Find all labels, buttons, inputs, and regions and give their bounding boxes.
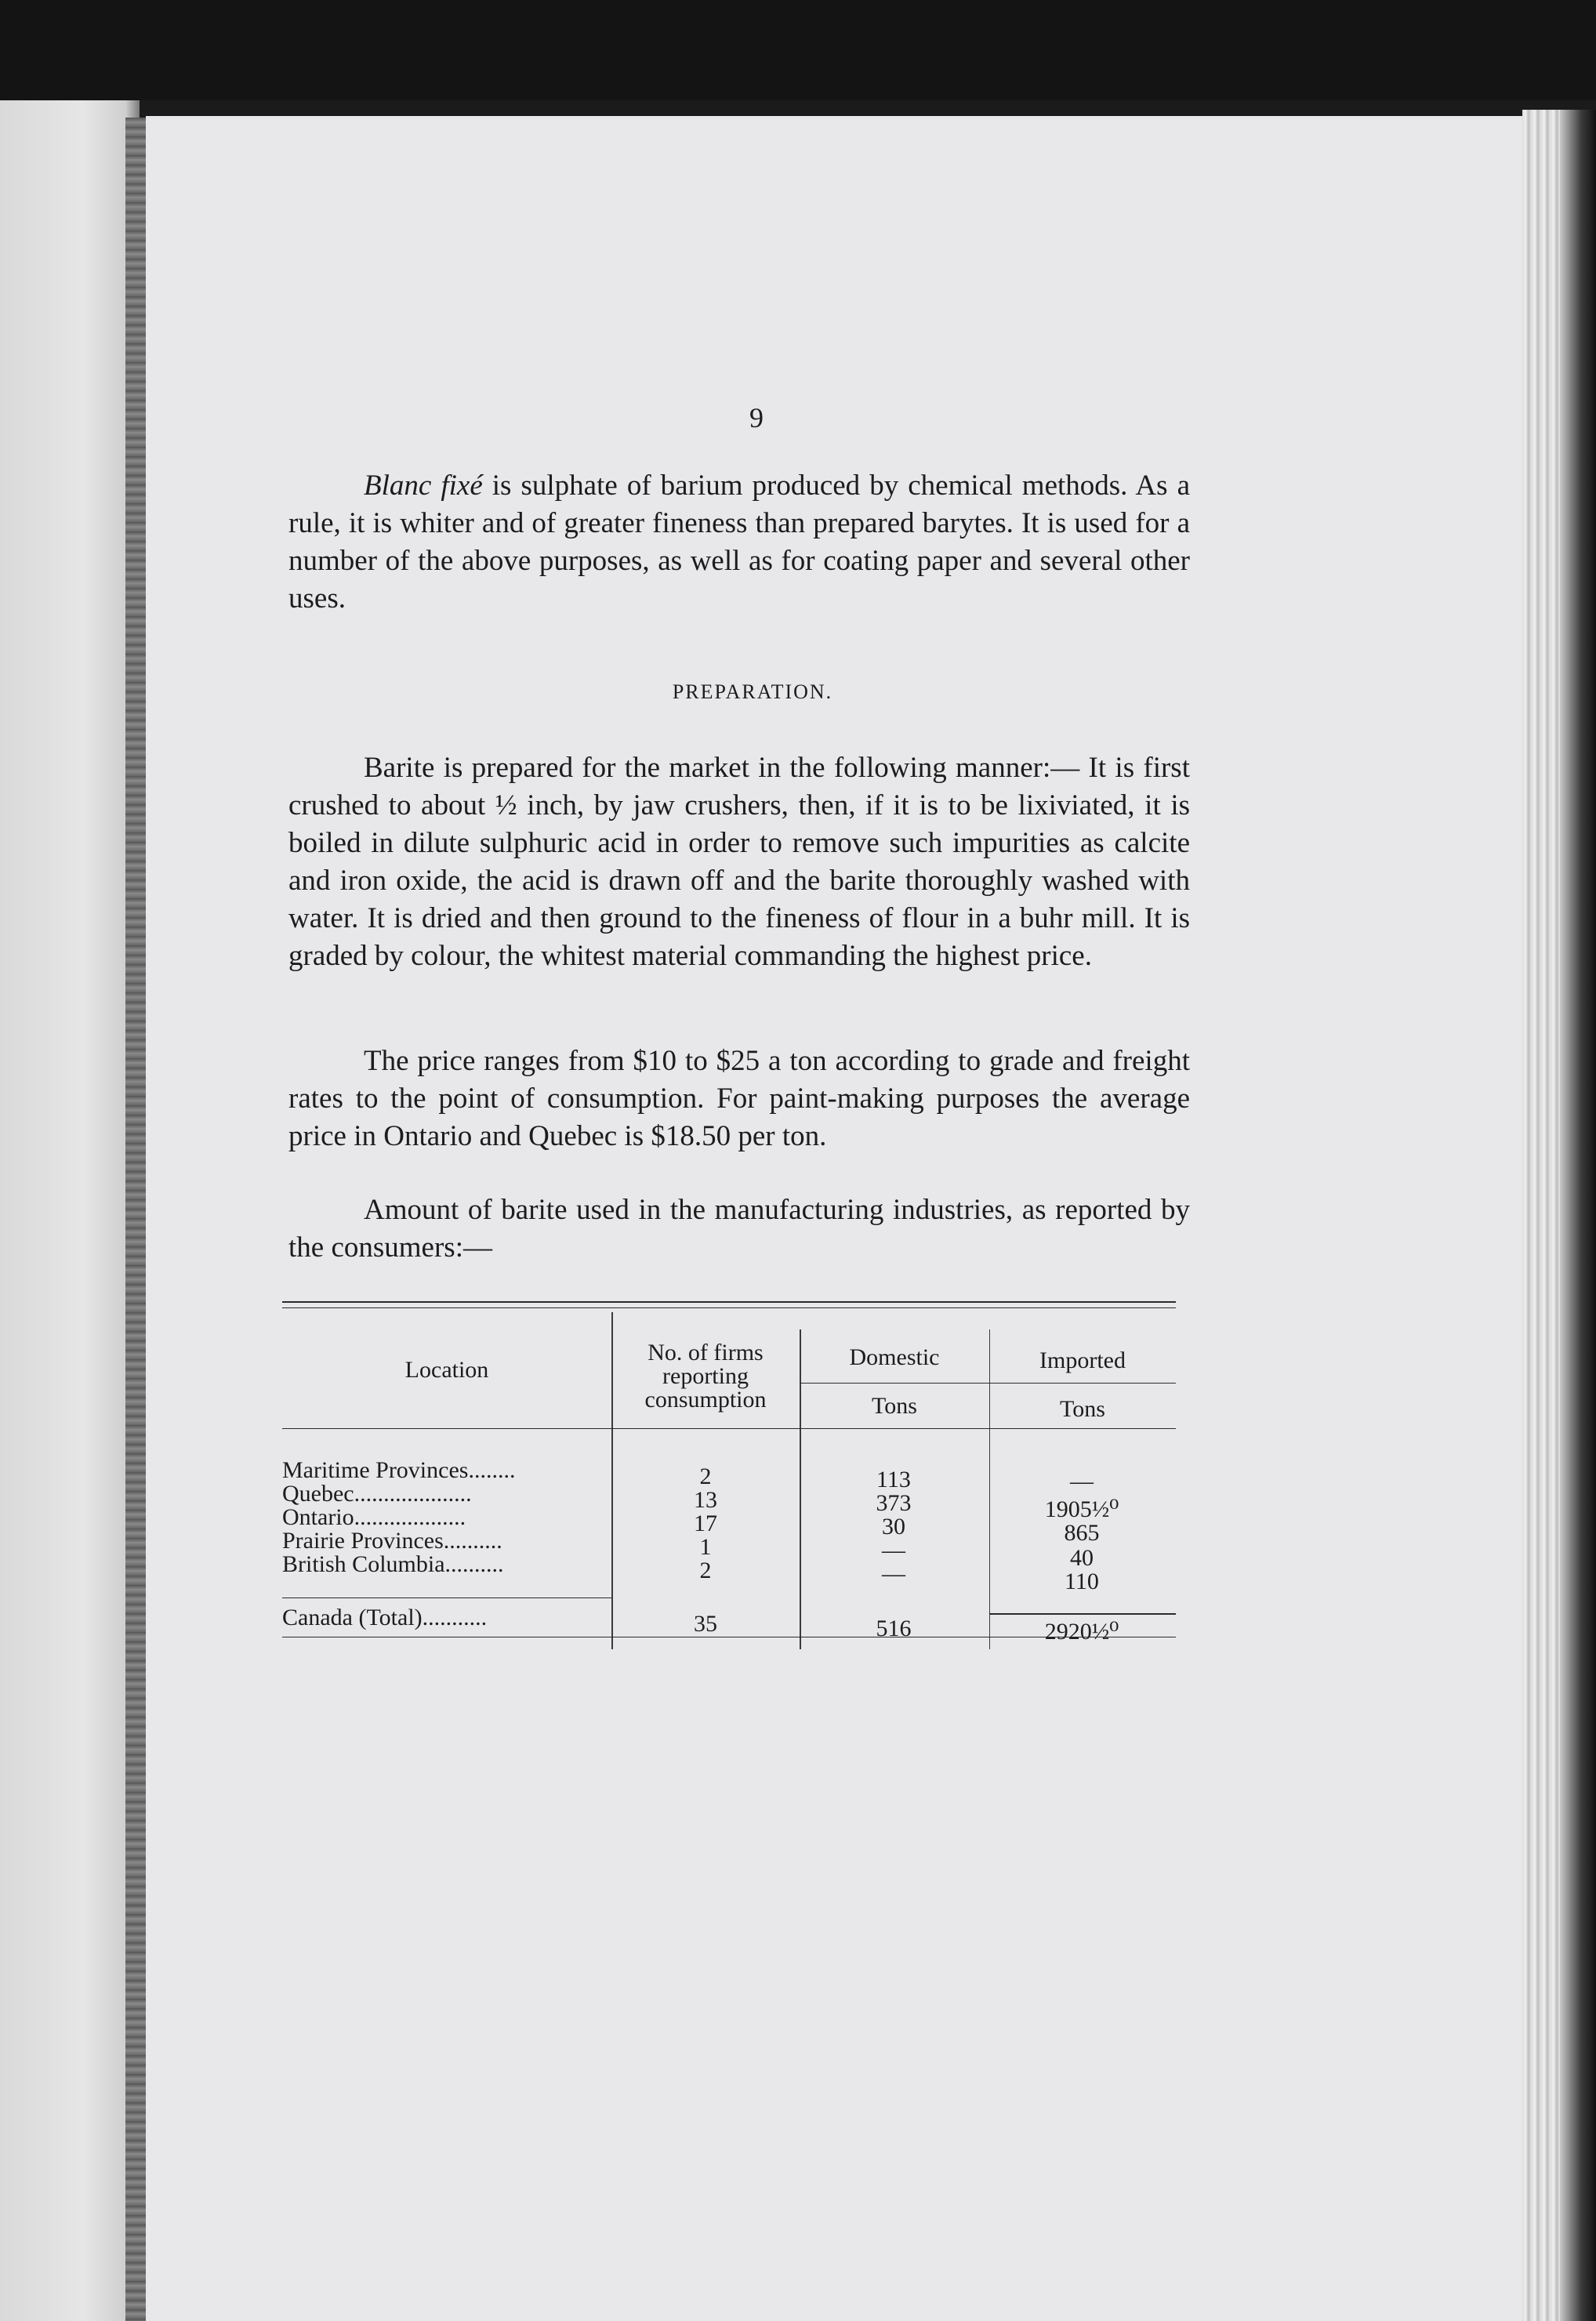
domestic-quebec: 373	[876, 1490, 912, 1516]
header-firms-line1: No. of firms	[647, 1340, 764, 1365]
total-rule-right	[989, 1613, 1176, 1615]
table-top-rule-inner	[282, 1307, 1176, 1308]
imported-total: 2920½⁰	[1044, 1619, 1119, 1645]
paragraph-blanc-fixe	[288, 467, 1190, 618]
firms-ontario: 17	[694, 1510, 717, 1536]
paragraph-price	[288, 1043, 1190, 1155]
domestic-ontario: 30	[882, 1514, 905, 1539]
table-top-rule	[282, 1301, 1176, 1303]
paragraph-amount-text: Amount of barite used in the manufacturing industries, as reported by the consumers:—	[288, 1194, 1190, 1264]
paragraph-price-text: The price ranges from $10 to $25 a ton according to grade and freight rates to the point of consumption. For paint-making purposes the average price in Ontario and Quebec is $18.50 per ton.	[288, 1045, 1190, 1152]
barite-consumption-table	[282, 1301, 1176, 1654]
book-spine	[125, 118, 146, 2321]
unit-rule	[800, 1383, 1176, 1384]
imported-bc: 110	[1065, 1568, 1099, 1594]
row-label-total: Canada (Total)...........	[282, 1605, 488, 1630]
domestic-maritime: 113	[876, 1467, 911, 1492]
header-location: Location	[404, 1357, 489, 1383]
header-domestic-unit: Tons	[872, 1393, 917, 1419]
row-label-ontario: Ontario...................	[282, 1504, 466, 1530]
firms-bc: 2	[699, 1558, 712, 1583]
row-label-prairie: Prairie Provinces..........	[282, 1528, 502, 1554]
firms-total: 35	[694, 1611, 717, 1637]
imported-ontario: 865	[1064, 1520, 1100, 1546]
header-domestic: Domestic	[849, 1344, 940, 1370]
header-firms-line2: reporting	[662, 1363, 749, 1389]
paragraph-blanc-fixe-text: is sulphate of barium produced by chemical methods. As a rule, it is whiter and of greater fineness than prepared barytes. It is used for a number of the above purposes, as well as for coating paper and several other uses.	[288, 470, 1190, 615]
imported-maritime: —	[1070, 1468, 1094, 1494]
paragraph-preparation	[288, 749, 1190, 975]
section-heading: PREPARATION.	[672, 680, 833, 703]
term-blanc-fixe: Blanc fixé	[364, 470, 483, 502]
paragraph-preparation-text: Barite is prepared for the market in the following manner:— It is first crushed to about ½ inch, by jaw crushers, then, if it is to be lixiviated, it is boiled in dilute sulphuric acid in order to remove such impurities as calcite and iron oxide, the acid is drawn off and the barite thoroughly washed with water. It is dried and then ground to the fineness of flour in a buhr mill. It is graded by colour, the whitest material commanding the highest price.	[288, 752, 1190, 972]
column-rule-2	[800, 1329, 801, 1649]
facing-page-edge	[0, 100, 140, 2321]
header-bottom-rule	[282, 1428, 1176, 1429]
firms-prairie: 1	[699, 1534, 712, 1560]
column-rule-3	[989, 1329, 990, 1649]
firms-quebec: 13	[694, 1487, 717, 1513]
domestic-prairie: —	[882, 1537, 905, 1563]
header-imported-unit: Tons	[1060, 1396, 1105, 1422]
page-number: 9	[749, 402, 764, 433]
paragraph-amount	[288, 1191, 1190, 1267]
domestic-bc: —	[882, 1561, 905, 1587]
row-label-bc: British Columbia..........	[282, 1551, 504, 1577]
scan-background-right	[1560, 110, 1596, 2321]
row-label-maritime: Maritime Provinces........	[282, 1457, 516, 1483]
row-label-quebec: Quebec....................	[282, 1481, 472, 1507]
header-firms-line3: consumption	[644, 1387, 767, 1413]
firms-maritime: 2	[699, 1463, 712, 1489]
header-imported: Imported	[1039, 1347, 1126, 1373]
imported-quebec: 1905½⁰	[1044, 1496, 1119, 1522]
imported-prairie: 40	[1070, 1545, 1094, 1571]
scan-background-top	[0, 0, 1596, 100]
domestic-total: 516	[876, 1616, 912, 1641]
